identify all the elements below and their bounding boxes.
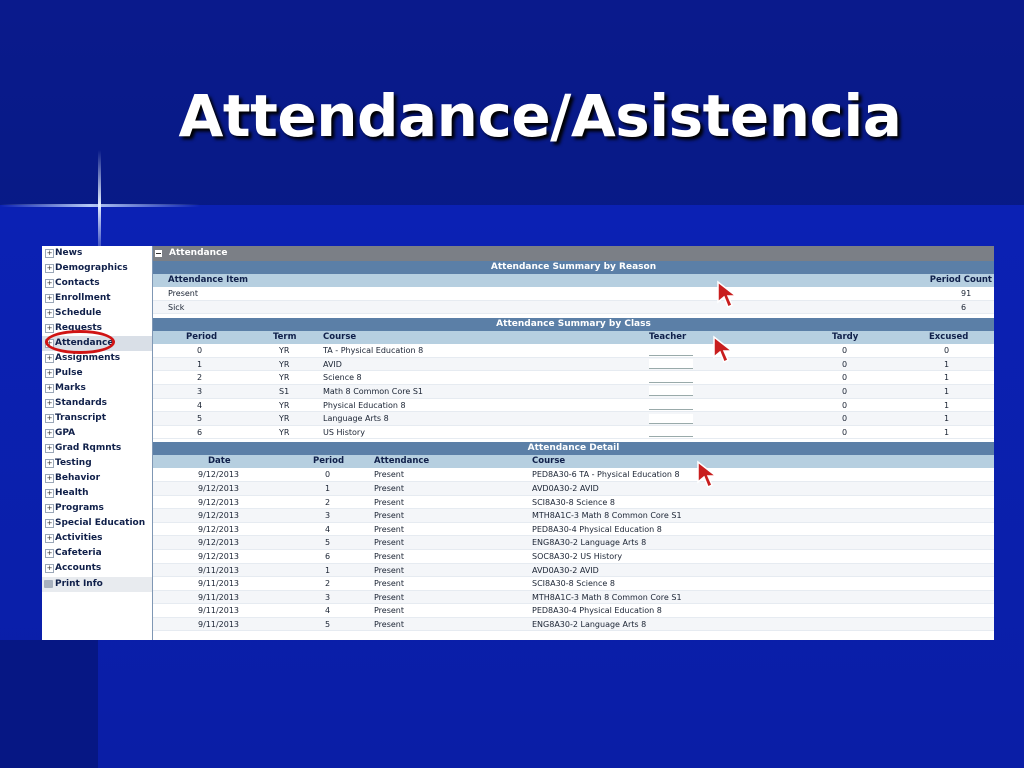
table-row [153,287,994,301]
cell-course: US History [323,427,365,437]
sidebar-item-behavior[interactable] [42,471,152,486]
section-attendance-detail: Attendance Detail [153,442,994,455]
cell-tardy: 0 [842,414,848,424]
sidebar-item-label: Attendance [55,338,114,348]
cell-period: 5 [197,414,203,424]
table-row [153,577,994,591]
sidebar-item-label: Pulse [55,368,83,378]
sidebar-item-label: Programs [55,503,104,513]
col-course[interactable]: Course [323,332,357,343]
sidebar-item-standards[interactable] [42,396,152,411]
sidebar-item-demographics[interactable] [42,261,152,276]
sidebar-item-label: Print Info [55,579,103,589]
cell-attendance: Present [374,619,405,629]
plus-icon[interactable]: + [46,339,53,347]
cell-period: 1 [197,359,203,369]
cell-course: SCI8A30-8 Science 8 [532,579,615,589]
reason-rows [153,287,994,314]
sidebar-item-contacts[interactable] [42,276,152,291]
cell-term: YR [279,359,290,369]
sidebar-item-marks[interactable] [42,381,152,396]
attendance-panel [153,246,994,640]
panel-titlebar [153,246,994,261]
cell-attendance: Present [374,483,405,493]
cell-course: MTH8A1C-3 Math 8 Common Core S1 [532,592,682,602]
cell-course: AVID [323,359,342,369]
sidebar-item-print-info[interactable] [42,577,152,592]
cell-term: YR [279,346,290,356]
cell-tardy: 0 [842,346,848,356]
redaction-mark [649,346,693,356]
col-period-count[interactable]: Period Count [929,275,992,285]
table-row [153,385,994,399]
sidebar-item-activities[interactable] [42,531,152,546]
sidebar-item-schedule[interactable] [42,306,152,321]
cell-excused: 1 [944,414,950,424]
redaction-mark [649,373,693,383]
cell-period-count: 6 [961,302,967,312]
sidebar-item-gpa[interactable] [42,426,152,441]
cell-course: Language Arts 8 [323,414,389,424]
table-row [153,426,994,440]
plus-icon[interactable]: + [46,279,53,287]
col-date[interactable]: Date [208,456,231,467]
table-row [153,358,994,372]
detail-column-headers [153,455,994,468]
cell-date: 9/12/2013 [198,524,240,534]
sidebar-item-label: Contacts [55,278,100,288]
class-rows [153,344,994,439]
cell-date: 9/11/2013 [198,619,240,629]
col-teacher[interactable]: Teacher [649,332,687,343]
cell-course: AVD0A30-2 AVID [532,483,599,493]
cell-tardy: 0 [842,373,848,383]
cell-term: YR [279,414,290,424]
sidebar-item-programs[interactable] [42,501,152,516]
cell-excused: 1 [944,386,950,396]
cell-attendance: Present [374,511,405,521]
sidebar-item-label: Grad Rqmnts [55,443,122,453]
sidebar-item-health[interactable] [42,486,152,501]
cell-date: 9/12/2013 [198,538,240,548]
cell-attendance: Present [374,497,405,507]
col-term[interactable]: Term [273,332,297,343]
sidebar-item-label: Accounts [55,563,102,573]
sidebar-item-label: Standards [55,398,108,408]
cell-period: 3 [325,511,331,521]
cell-period: 5 [325,538,331,548]
cell-course: MTH8A1C-3 Math 8 Common Core S1 [532,511,682,521]
cell-period: 4 [325,606,331,616]
cell-date: 9/12/2013 [198,551,240,561]
detail-rows [153,468,994,631]
light-flare-vertical [98,150,101,260]
section-summary-by-reason: Attendance Summary by Reason [153,261,994,274]
cell-period: 2 [325,497,331,507]
col-detail-course[interactable]: Course [532,456,566,467]
slide-left-panel [0,640,98,768]
table-row [153,344,994,358]
cell-period: 1 [325,483,331,493]
cell-attendance: Present [374,551,405,561]
cell-date: 9/12/2013 [198,497,240,507]
col-detail-period[interactable]: Period [313,456,345,467]
table-row [153,468,994,482]
cell-period: 6 [325,551,331,561]
cell-period: 2 [197,373,203,383]
slide-title: Attendance/Asistencia [178,82,902,150]
cell-term: YR [279,373,290,383]
redaction-mark [649,427,693,437]
table-row [153,301,994,315]
table-row [153,371,994,385]
table-row [153,550,994,564]
cell-attendance: Present [374,565,405,575]
redaction-mark [649,400,693,410]
cell-excused: 0 [944,346,950,356]
arrow-cursor-icon [696,460,724,490]
cell-teacher-redacted [649,399,693,413]
cell-course: Math 8 Common Core S1 [323,386,423,396]
redaction-mark [649,386,693,396]
sidebar-item-pulse[interactable] [42,366,152,381]
plus-icon[interactable]: + [46,369,53,377]
plus-icon[interactable]: + [46,504,53,512]
screenshot-panel [42,246,994,640]
cell-excused: 1 [944,373,950,383]
table-row [153,523,994,537]
cell-date: 9/12/2013 [198,470,240,480]
sidebar-item-label: Testing [55,458,92,468]
cell-attendance-item: Present [168,289,199,298]
plus-icon[interactable]: + [46,354,53,362]
cell-period: 0 [197,346,203,356]
cell-excused: 1 [944,400,950,410]
sidebar-item-label: Marks [55,383,86,393]
sidebar-item-accounts[interactable] [42,561,152,576]
sidebar-item-label: Demographics [55,263,128,273]
cell-course: ENG8A30-2 Language Arts 8 [532,538,647,548]
sidebar-item-label: Special Education [55,518,146,528]
cell-excused: 1 [944,427,950,437]
cell-attendance: Present [374,538,405,548]
cell-period: 4 [197,400,203,410]
col-attendance-item[interactable]: Attendance Item [168,275,249,285]
reason-column-headers [153,274,994,287]
cell-teacher-redacted [649,426,693,440]
cell-course: SOC8A30-2 US History [532,551,623,561]
plus-icon[interactable]: + [46,414,53,422]
cell-period: 4 [325,524,331,534]
plus-icon[interactable]: + [46,474,53,482]
table-row [153,496,994,510]
cell-date: 9/11/2013 [198,565,240,575]
cell-period-count: 91 [961,289,972,298]
cell-term: YR [279,427,290,437]
plus-icon[interactable]: + [46,459,53,467]
cell-attendance: Present [374,470,405,480]
plus-icon[interactable]: + [46,444,53,452]
cell-course: SCI8A30-8 Science 8 [532,497,615,507]
col-excused[interactable]: Excused [929,332,969,343]
plus-icon[interactable]: + [46,534,53,542]
col-attendance[interactable]: Attendance [374,456,430,467]
cell-term: S1 [279,386,290,396]
cell-course: AVD0A30-2 AVID [532,565,599,575]
plus-icon[interactable]: + [46,564,53,572]
cell-course: TA - Physical Education 8 [323,346,424,356]
col-period[interactable]: Period [186,332,218,343]
plus-icon[interactable]: + [46,309,53,317]
cell-teacher-redacted [649,358,693,372]
sidebar-item-label: Cafeteria [55,548,102,558]
cell-tardy: 0 [842,427,848,437]
cell-period: 3 [197,386,203,396]
table-row [153,564,994,578]
sidebar-item-label: Enrollment [55,293,111,303]
cell-teacher-redacted [649,344,693,358]
cell-attendance: Present [374,592,405,602]
table-row [153,509,994,523]
cell-date: 9/12/2013 [198,511,240,521]
redaction-mark [649,414,693,424]
table-row [153,591,994,605]
cell-period: 0 [325,470,331,480]
cell-period: 5 [325,619,331,629]
sidebar-item-label: Requests [55,323,103,333]
cell-course: Science 8 [323,373,362,383]
cell-term: YR [279,400,290,410]
cell-attendance: Present [374,606,405,616]
sidebar-item-label: Activities [55,533,103,543]
sidebar-nav [42,246,153,640]
cell-teacher-redacted [649,385,693,399]
cell-course: PED8A30-6 TA - Physical Education 8 [532,470,680,480]
redaction-mark [649,359,693,369]
sidebar-item-label: GPA [55,428,76,438]
plus-icon[interactable]: + [46,519,53,527]
cell-date: 9/12/2013 [198,483,240,493]
sidebar-item-testing[interactable] [42,456,152,471]
cell-tardy: 0 [842,359,848,369]
cell-date: 9/11/2013 [198,606,240,616]
arrow-cursor-icon [716,280,744,310]
plus-icon[interactable]: + [46,249,53,257]
cell-tardy: 0 [842,386,848,396]
collapse-icon[interactable] [155,250,162,257]
plus-icon[interactable]: + [46,294,53,302]
sidebar-item-label: Health [55,488,89,498]
table-row [153,399,994,413]
cell-tardy: 0 [842,400,848,410]
table-row [153,482,994,496]
sidebar-item-label: Transcript [55,413,107,423]
highlight-circle [45,330,115,354]
cell-excused: 1 [944,359,950,369]
cell-course: PED8A30-4 Physical Education 8 [532,524,662,534]
sidebar-item-label: Behavior [55,473,101,483]
plus-icon[interactable]: + [46,399,53,407]
cell-date: 9/11/2013 [198,579,240,589]
plus-icon[interactable]: + [46,489,53,497]
arrow-cursor-icon [712,335,740,365]
cell-attendance: Present [374,579,405,589]
cell-period: 1 [325,565,331,575]
sidebar-item-label: Schedule [55,308,102,318]
table-row [153,618,994,632]
class-column-headers [153,331,994,344]
plus-icon[interactable]: + [46,549,53,557]
sidebar-item-news[interactable] [42,246,152,261]
table-row [153,536,994,550]
cell-period: 6 [197,427,203,437]
cell-attendance: Present [374,524,405,534]
panel-title: Attendance [169,248,228,258]
sidebar-item-label: News [55,248,83,258]
cell-course: PED8A30-4 Physical Education 8 [532,606,662,616]
cell-teacher-redacted [649,371,693,385]
sidebar-item-cafeteria[interactable] [42,546,152,561]
cell-period: 2 [325,579,331,589]
sidebar-item-label: Assignments [55,353,121,363]
cell-course: ENG8A30-2 Language Arts 8 [532,619,647,629]
section-summary-by-class: Attendance Summary by Class [153,318,994,331]
sidebar-item-grad-rqmnts[interactable] [42,441,152,456]
plus-icon[interactable]: + [46,429,53,437]
sidebar-item-transcript[interactable] [42,411,152,426]
sidebar-item-special-education[interactable] [42,516,152,531]
table-row [153,412,994,426]
col-tardy[interactable]: Tardy [832,332,859,343]
plus-icon[interactable]: + [46,384,53,392]
cell-teacher-redacted [649,412,693,426]
cell-attendance-item: Sick [168,302,185,312]
cell-period: 3 [325,592,331,602]
table-row [153,604,994,618]
plus-icon[interactable]: + [46,264,53,272]
print-icon [44,580,53,588]
sidebar-item-enrollment[interactable] [42,291,152,306]
plus-icon[interactable]: + [46,324,53,332]
cell-course: Physical Education 8 [323,400,406,410]
sidebar-item-assignments[interactable] [42,351,152,366]
cell-date: 9/11/2013 [198,592,240,602]
